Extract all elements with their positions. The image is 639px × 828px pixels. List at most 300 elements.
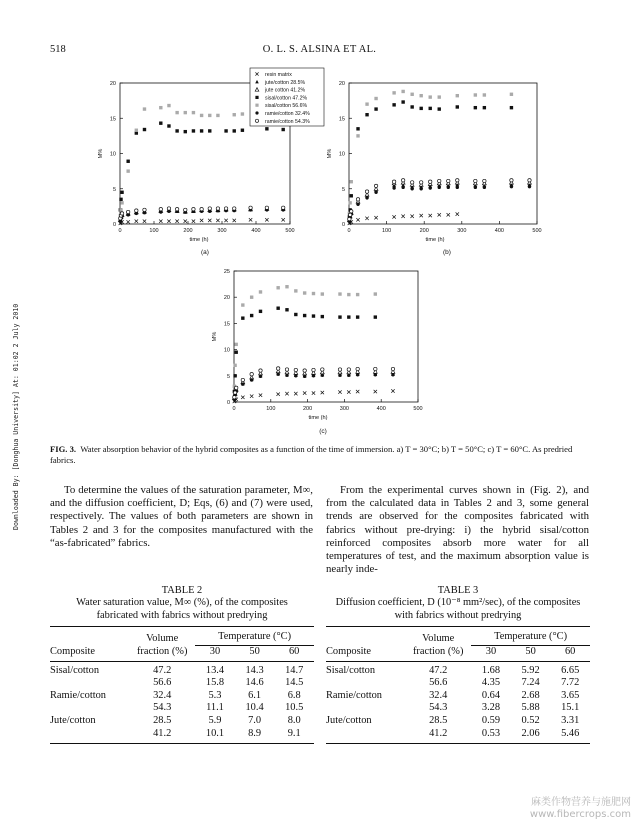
data-point	[483, 186, 486, 189]
data-point	[410, 181, 413, 184]
data-point	[401, 100, 404, 103]
data-point	[374, 373, 377, 376]
data-point	[184, 219, 187, 222]
table-2-cell-fraction: 28.5	[153, 715, 172, 727]
table-2-cell-v30: 5.3	[208, 689, 222, 701]
data-point	[126, 210, 129, 213]
data-point	[419, 181, 422, 184]
table-row	[50, 728, 314, 744]
data-point	[159, 121, 162, 124]
data-point	[285, 374, 288, 377]
x-tick-label: 0	[347, 228, 351, 234]
data-point	[356, 315, 359, 318]
data-point	[456, 105, 459, 108]
y-tick-label: 0	[341, 222, 345, 228]
data-point	[224, 129, 227, 132]
data-point	[347, 293, 350, 296]
data-point	[392, 91, 395, 94]
data-point	[135, 129, 138, 132]
data-point	[265, 127, 268, 130]
table-2-cell-composite	[50, 677, 129, 690]
data-point	[312, 368, 315, 371]
data-point	[233, 113, 236, 116]
data-point	[347, 368, 350, 371]
x-axis-label: time (h)	[308, 415, 328, 421]
data-point	[265, 206, 268, 209]
data-point	[401, 179, 404, 182]
table-2-cell-v30: 5.9	[208, 715, 222, 727]
data-point	[294, 313, 297, 316]
figure-caption-label: FIG. 3.	[50, 444, 77, 454]
data-point	[294, 392, 297, 395]
table-row	[326, 677, 590, 690]
data-point	[175, 111, 178, 114]
data-point	[208, 114, 211, 117]
table-2-cell-fraction: 54.3	[153, 702, 172, 714]
data-point	[241, 112, 244, 115]
data-point	[126, 220, 129, 223]
data-point	[208, 129, 211, 132]
table-2-cell-fraction: 41.2	[153, 727, 172, 739]
running-title: O. L. S. ALSINA ET AL.	[262, 44, 377, 55]
table-row	[326, 715, 590, 728]
table-3-cell-composite: Sisal/cotton	[326, 664, 376, 676]
table-2-cell-v60: 10.5	[285, 702, 304, 714]
data-point	[175, 219, 178, 222]
data-point	[347, 390, 350, 393]
data-point	[233, 364, 236, 367]
table-3-cell-v60: 15.1	[561, 702, 580, 714]
y-tick-label: 25	[223, 269, 230, 275]
table-3-cell-composite: Jute/cotton	[326, 715, 372, 727]
data-point	[235, 351, 238, 354]
data-point	[321, 292, 324, 295]
data-point	[259, 290, 262, 293]
data-point	[410, 215, 413, 218]
chart-panel-2	[327, 81, 542, 256]
data-point	[365, 113, 368, 116]
table-2-header-t60: 60	[274, 646, 314, 662]
data-point	[438, 213, 441, 216]
x-tick-label: 500	[413, 406, 423, 412]
table-2-cell-composite: Jute/cotton	[50, 715, 96, 727]
data-point	[276, 392, 279, 395]
data-point	[410, 93, 413, 96]
table-3-cell-v30: 3.28	[481, 702, 501, 714]
data-point	[374, 191, 377, 194]
figure-caption	[50, 444, 590, 466]
data-point	[282, 206, 285, 209]
series-square-gray	[119, 104, 244, 217]
y-tick-label: 0	[112, 222, 116, 228]
data-point	[208, 219, 211, 222]
data-point	[143, 208, 146, 211]
table-row	[50, 715, 314, 728]
data-point	[356, 293, 359, 296]
data-point	[241, 129, 244, 132]
watermark-line1: 麻类作物营养与施肥网	[531, 797, 631, 808]
data-point	[250, 373, 253, 376]
table-2-header-composite: Composite	[50, 646, 129, 662]
panel-label: (b)	[443, 249, 451, 256]
data-point	[338, 315, 341, 318]
data-point	[392, 215, 395, 218]
table-2-header-t30: 30	[195, 646, 235, 662]
data-point	[303, 391, 306, 394]
data-point	[374, 107, 377, 110]
data-point	[250, 296, 253, 299]
table-3-cell-v60: 3.31	[561, 715, 580, 727]
data-point	[312, 314, 315, 317]
data-point	[347, 315, 350, 318]
data-point	[338, 374, 341, 377]
table-2-cell-v50: 6.1	[248, 689, 262, 701]
series-x	[348, 212, 459, 225]
table-2-cell-v60: 6.8	[287, 689, 301, 701]
data-point	[184, 111, 187, 114]
data-point	[356, 373, 359, 376]
data-point	[474, 93, 477, 96]
x-tick-label: 300	[457, 228, 467, 234]
table-3-cell-v60: 5.46	[561, 727, 580, 739]
data-point	[233, 374, 236, 377]
table-3-cell-v50: 7.24	[521, 677, 540, 689]
data-point	[120, 191, 123, 194]
chart-legend	[250, 68, 324, 126]
table-row	[50, 702, 314, 715]
plot-frame	[349, 83, 537, 224]
data-point	[483, 93, 486, 96]
data-point	[143, 128, 146, 131]
data-point	[391, 367, 394, 370]
data-point	[365, 196, 368, 199]
data-point	[255, 96, 258, 99]
y-tick-label: 20	[338, 81, 345, 87]
data-point	[200, 114, 203, 117]
table-2-grid	[50, 626, 314, 744]
x-tick-label: 200	[419, 228, 429, 234]
table-2-cell-v60: 9.1	[287, 727, 301, 739]
data-point	[192, 111, 195, 114]
data-point	[374, 184, 377, 187]
data-point	[350, 180, 353, 183]
table-3-header-volume-1: Volume	[422, 633, 455, 644]
data-point	[276, 373, 279, 376]
data-point	[392, 186, 395, 189]
data-point	[184, 208, 187, 211]
data-point	[401, 186, 404, 189]
table-3-number: TABLE 3	[437, 585, 479, 596]
legend-label: resin matrix	[265, 72, 292, 78]
series-circle-open	[233, 367, 395, 399]
data-point	[356, 127, 359, 130]
table-3-caption-line1: Diffusion coefficient, D (10⁻⁸ mm²/sec), of the composites	[335, 597, 581, 608]
data-point	[233, 219, 236, 222]
data-point	[391, 373, 394, 376]
data-point	[356, 198, 359, 201]
x-tick-label: 400	[376, 406, 386, 412]
table-3-cell-composite	[326, 677, 405, 690]
data-point	[401, 90, 404, 93]
table-2-cell-v30: 15.8	[205, 677, 225, 689]
table-2-cell-v50: 14.6	[245, 677, 264, 689]
data-point	[167, 124, 170, 127]
table-2-header-temperature: Temperature (°C)	[195, 627, 314, 646]
data-point	[447, 179, 450, 182]
data-point	[241, 378, 244, 381]
data-point	[356, 367, 359, 370]
x-axis-label: time (h)	[189, 237, 209, 243]
watermark	[530, 797, 631, 821]
data-point	[356, 390, 359, 393]
data-point	[321, 368, 324, 371]
table-2-header-t50: 50	[235, 646, 275, 662]
data-point	[429, 186, 432, 189]
legend-label: ramie/cotton 32.4%	[265, 111, 310, 117]
table-3-grid	[326, 626, 590, 744]
table-3-cell-v30: 0.53	[481, 727, 501, 739]
table-2-cell-composite: Ramie/cotton	[50, 689, 106, 701]
data-point	[438, 179, 441, 182]
legend-label: ramie/cotton 54.3%	[265, 118, 310, 125]
data-point	[135, 209, 138, 212]
data-point	[374, 97, 377, 100]
legend-label: sisal/cotton 56.6%	[265, 103, 308, 110]
data-point	[192, 207, 195, 210]
data-point	[374, 367, 377, 370]
table-2-cell-composite	[50, 702, 129, 715]
table-2-cell-v60: 8.0	[287, 715, 301, 727]
data-point	[276, 286, 279, 289]
data-point	[312, 391, 315, 394]
table-2-number: TABLE 2	[161, 585, 203, 596]
data-point	[259, 393, 262, 396]
table-3-cell-v50: 2.68	[521, 689, 540, 701]
figure-caption-text: Water absorption behavior of the hybrid composites as a function of the time of immersion. a) T = 30°C; b) T = 50°C; c) T = 60°C. As predried fabrics.	[50, 444, 573, 465]
data-point	[419, 107, 422, 110]
data-point	[347, 374, 350, 377]
y-axis-label: M%	[327, 148, 333, 159]
table-3-cell-v30: 0.59	[481, 715, 501, 727]
panel-label: (a)	[201, 249, 209, 256]
data-point	[282, 218, 285, 221]
data-point	[429, 214, 432, 217]
data-point	[200, 207, 203, 210]
data-point	[200, 129, 203, 132]
table-3-cell-v30: 1.68	[481, 664, 501, 676]
data-point	[241, 303, 244, 306]
x-tick-label: 0	[118, 228, 122, 234]
data-point	[374, 216, 377, 219]
data-point	[365, 102, 368, 105]
table-2-cell-fraction: 32.4	[153, 689, 172, 701]
data-point	[392, 180, 395, 183]
table-3-cell-v60: 3.65	[561, 689, 580, 701]
data-point	[233, 207, 236, 210]
data-point	[438, 186, 441, 189]
data-point	[167, 207, 170, 210]
data-point	[312, 292, 315, 295]
x-tick-label: 500	[285, 228, 295, 234]
legend-label: jute/cotton 28.5%	[265, 79, 306, 86]
data-point	[143, 107, 146, 110]
data-point	[510, 93, 513, 96]
data-point	[294, 289, 297, 292]
table-2-cell-composite	[50, 728, 129, 744]
y-tick-label: 5	[226, 373, 230, 380]
table-3-header-composite: Composite	[326, 646, 405, 662]
data-point	[483, 179, 486, 182]
table-3-caption-line2: with fabrics without predrying	[394, 609, 522, 621]
data-point	[208, 207, 211, 210]
data-point	[233, 129, 236, 132]
data-point	[135, 219, 138, 222]
table-3-header-temperature: Temperature (°C)	[471, 627, 590, 646]
data-point	[249, 206, 252, 209]
data-point	[456, 179, 459, 182]
data-point	[120, 201, 123, 204]
data-point	[224, 207, 227, 210]
data-point	[303, 369, 306, 372]
chart-panel-3	[212, 269, 423, 435]
data-point	[233, 396, 236, 399]
y-tick-label: 0	[226, 400, 230, 406]
x-tick-label: 200	[183, 228, 193, 234]
data-point	[250, 378, 253, 381]
data-point	[285, 308, 288, 311]
data-point	[159, 219, 162, 222]
data-point	[365, 217, 368, 220]
table-3-cell-v60: 7.72	[561, 677, 580, 689]
table-3-cell-fraction: 47.2	[429, 664, 448, 676]
data-point	[356, 203, 359, 206]
data-point	[259, 375, 262, 378]
data-point	[338, 292, 341, 295]
data-point	[348, 217, 351, 220]
data-point	[510, 106, 513, 109]
table-2-body	[50, 661, 314, 744]
data-point	[303, 291, 306, 294]
data-point	[255, 111, 258, 114]
data-point	[348, 201, 351, 204]
table-3-cell-v30: 0.64	[481, 689, 501, 701]
left-paragraph: To determine the values of the saturation parameter, M∞, and the diffusion coefficient, D; Eqs, (6) and (7) were used, respectively. The values of both parameters are shown in Tables 2 and 3 for the composites manufactured with the “as-fabricated” fabrics.	[50, 484, 313, 549]
table-3-header-t50: 50	[511, 646, 551, 662]
data-point	[391, 389, 394, 392]
y-axis-label: M%	[98, 148, 104, 159]
table-2-cell-composite: Sisal/cotton	[50, 664, 100, 676]
table-3-cell-v50: 5.92	[521, 664, 540, 676]
data-point	[259, 310, 262, 313]
table-3-cell-composite: Ramie/cotton	[326, 689, 382, 701]
data-point	[200, 219, 203, 222]
y-tick-label: 20	[109, 81, 116, 87]
x-tick-label: 300	[217, 228, 227, 234]
table-row	[50, 690, 314, 703]
series-square-filled	[233, 307, 377, 394]
data-point	[259, 369, 262, 372]
data-point	[338, 390, 341, 393]
data-point	[294, 374, 297, 377]
y-tick-label: 15	[223, 321, 230, 328]
table-row	[326, 690, 590, 703]
table-2-cell-fraction: 56.6	[153, 677, 172, 689]
data-point	[192, 129, 195, 132]
panel-label: (c)	[319, 428, 327, 435]
data-point	[374, 292, 377, 295]
data-point	[419, 187, 422, 190]
y-tick-label: 5	[112, 186, 116, 193]
table-3	[326, 585, 590, 744]
chart-panel-1	[98, 68, 324, 256]
data-point	[167, 104, 170, 107]
data-point	[429, 107, 432, 110]
table-2-cell-v30: 10.1	[205, 727, 225, 739]
data-point	[303, 375, 306, 378]
data-point	[224, 219, 227, 222]
data-point	[159, 106, 162, 109]
data-point	[438, 107, 441, 110]
table-3-body	[326, 661, 590, 744]
data-point	[312, 374, 315, 377]
y-tick-label: 15	[338, 116, 345, 123]
data-point	[474, 106, 477, 109]
legend-label: jute cotton 41.2%	[265, 87, 306, 94]
page-number: 518	[50, 44, 66, 55]
data-point	[216, 207, 219, 210]
watermark-line2: www.fibercrops.com	[529, 809, 631, 820]
series-x	[233, 389, 395, 403]
data-point	[474, 179, 477, 182]
y-axis-label: M%	[212, 331, 218, 342]
series-triangle-open	[232, 369, 394, 399]
data-point	[401, 215, 404, 218]
data-point	[192, 219, 195, 222]
data-point	[119, 198, 122, 201]
data-point	[255, 119, 258, 122]
x-tick-label: 400	[251, 228, 261, 234]
x-tick-label: 400	[494, 228, 504, 234]
table-2-caption-line1: Water saturation value, M∞ (%), of the composites	[76, 597, 288, 608]
x-axis-label: time (h)	[425, 237, 445, 243]
table-2-cell-fraction: 47.2	[153, 664, 172, 676]
table-3-cell-v50: 2.06	[521, 727, 540, 739]
table-row	[326, 702, 590, 715]
table-3-cell-composite	[326, 702, 405, 715]
data-point	[528, 179, 531, 182]
x-tick-label: 100	[266, 406, 276, 412]
table-3-cell-v50: 5.88	[521, 702, 540, 714]
table-row	[326, 661, 590, 677]
table-2-cell-v50: 10.4	[245, 702, 264, 714]
data-point	[184, 130, 187, 133]
table-2	[50, 585, 314, 744]
data-point	[235, 343, 238, 346]
data-point	[429, 180, 432, 183]
table-3-header-volume-2: fraction (%)	[405, 646, 471, 662]
table-3-cell-composite	[326, 728, 405, 744]
table-2-cell-v60: 14.7	[285, 664, 304, 676]
data-point	[249, 218, 252, 221]
data-point	[510, 185, 513, 188]
table-3-header-t60: 60	[550, 646, 590, 662]
data-point	[175, 207, 178, 210]
data-point	[126, 169, 129, 172]
series-square-filled	[348, 100, 513, 218]
y-tick-label: 20	[223, 295, 230, 302]
x-tick-label: 100	[382, 228, 392, 234]
data-point	[303, 314, 306, 317]
